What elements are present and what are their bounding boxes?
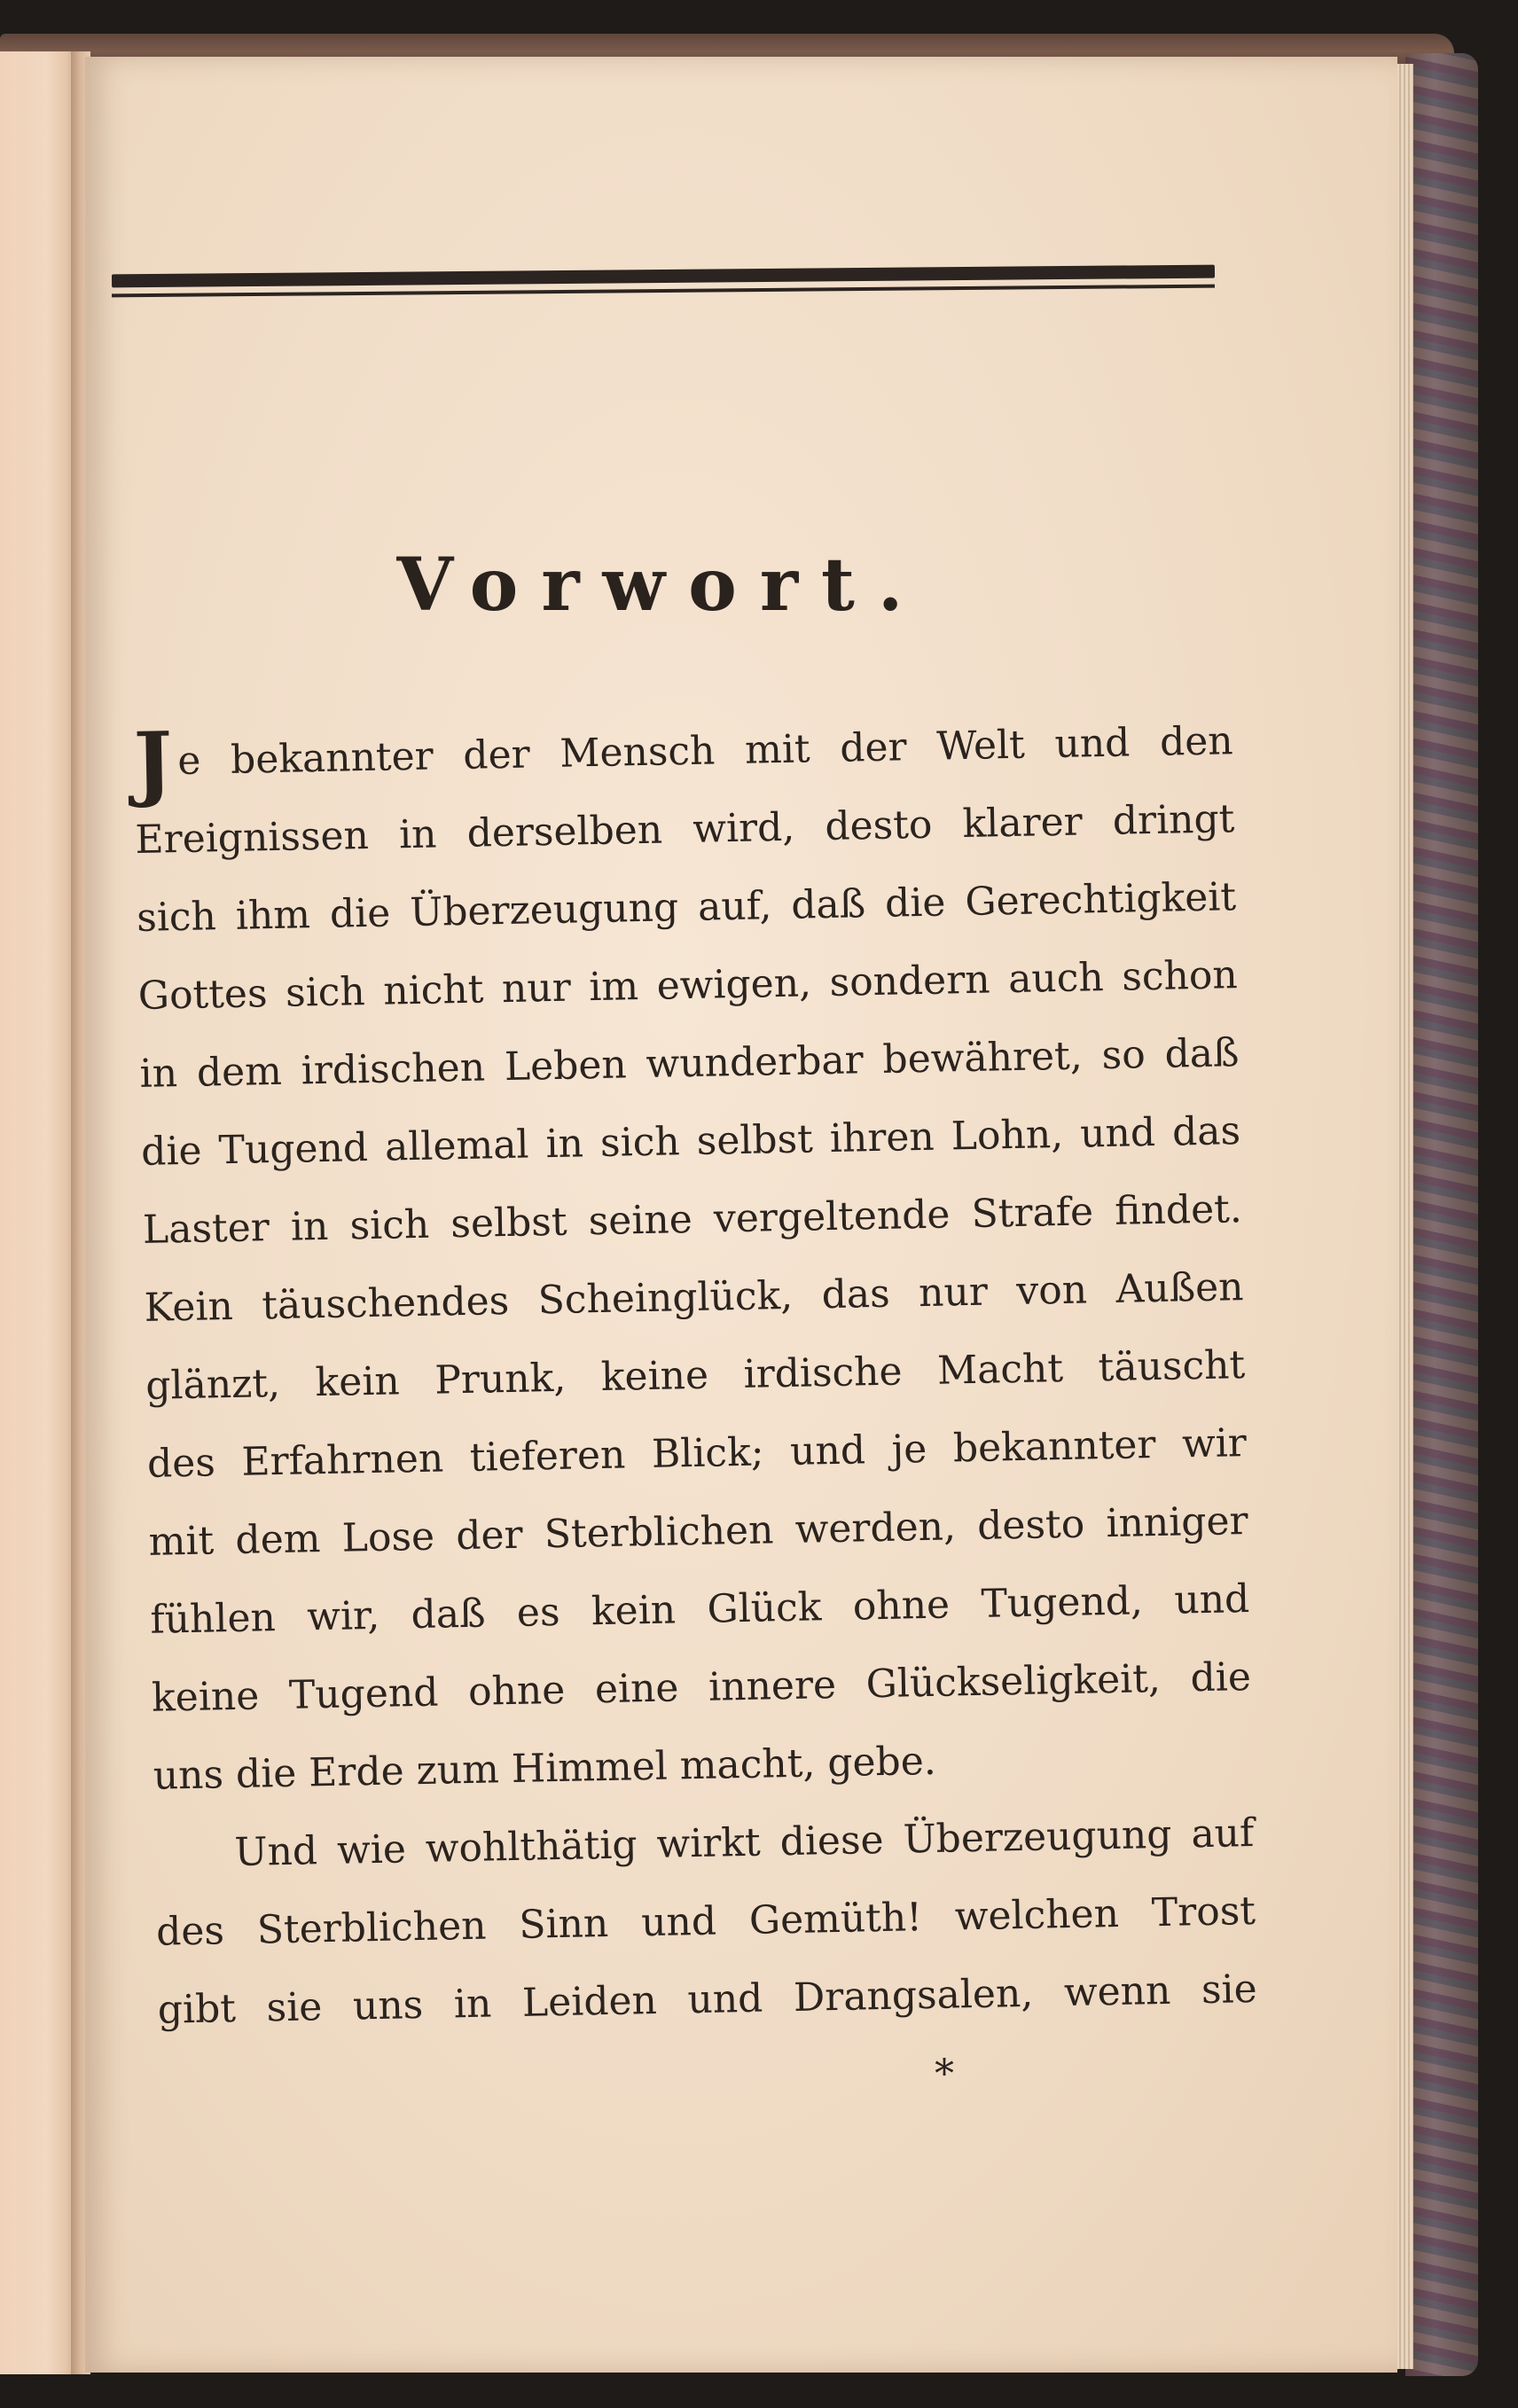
page-title: Vorwort. <box>396 543 927 628</box>
text-line-6: die Tugend allemal in sich selbst ihren Lohn, und das <box>140 1108 1241 1175</box>
text-line-5: in dem irdischen Leben wunderbar bewähret, so daß <box>139 1030 1240 1097</box>
catchword-mark: * <box>935 2052 954 2097</box>
body-text <box>133 702 1257 2050</box>
text-line-1-content: e bekannter der Mensch mit der Welt und den <box>176 718 1234 785</box>
text-line-17: gibt sie uns in Leiden und Drangsalen, wenn sie <box>157 1966 1258 2033</box>
text-line-10: des Erfahrnen tieferen Blick; und je bekannter wir <box>146 1420 1248 1487</box>
text-line-2: Ereignissen in derselben wird, desto klarer dringt <box>135 796 1235 863</box>
text-line-7: Laster in sich selbst seine vergeltende Strafe findet. <box>142 1186 1243 1253</box>
header-rule <box>112 270 1215 293</box>
header-rule-thick <box>112 265 1215 288</box>
drop-cap: J <box>132 714 174 810</box>
text-line-11: mit dem Lose der Sterblichen werden, desto inniger <box>148 1498 1248 1565</box>
text-line-12: fühlen wir, daß es kein Glück ohne Tugend, und <box>149 1576 1250 1643</box>
marbled-cover-edge <box>1405 53 1478 2376</box>
left-page-edge <box>0 51 78 2374</box>
right-page <box>85 57 1397 2373</box>
text-line-8: Kein täuschendes Scheinglück, das nur von Außen <box>144 1264 1244 1331</box>
text-line-16: des Sterblichen Sinn und Gemüth! welchen Trost <box>155 1888 1256 1955</box>
text-line-4: Gottes sich nicht nur im ewigen, sondern auch schon <box>137 952 1239 1019</box>
text-line-14: uns die Erde zum Himmel macht, gebe. <box>153 1738 937 1799</box>
text-line-3: sich ihm die Überzeugung auf, daß die Gerechtigkeit <box>136 874 1237 941</box>
text-line-9: glänzt, kein Prunk, keine irdische Macht täuscht <box>145 1342 1246 1409</box>
text-line-15: Und wie wohlthätig wirkt diese Überzeugung auf <box>233 1810 1255 1876</box>
text-line-13: keine Tugend ohne eine innere Glückseligkeit, die <box>151 1654 1252 1721</box>
